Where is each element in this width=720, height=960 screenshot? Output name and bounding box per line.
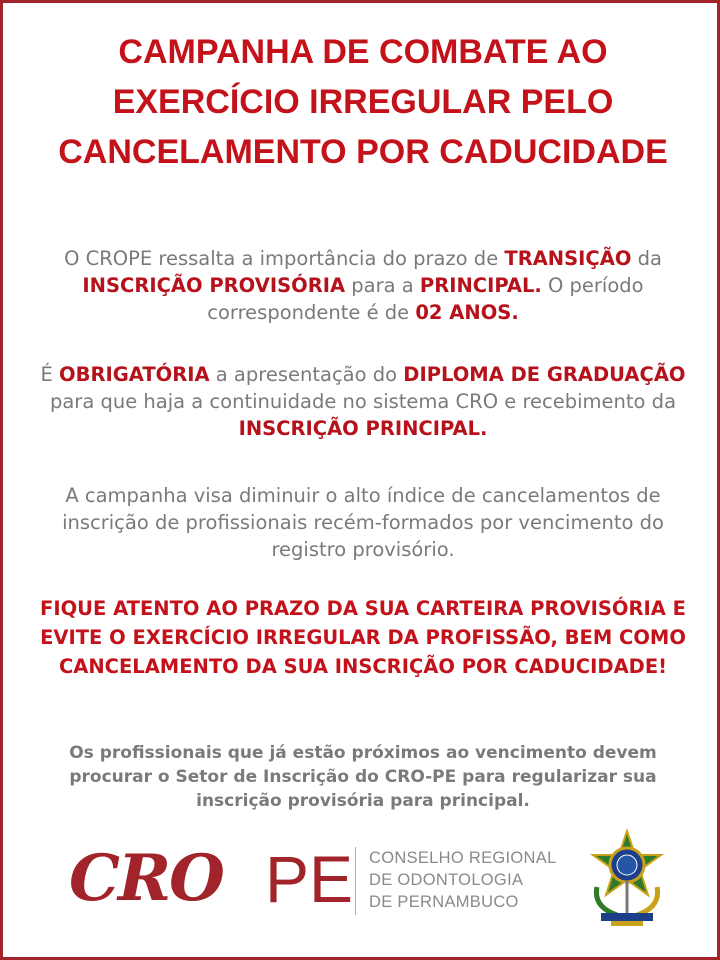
highlight-transicao: TRANSIÇÃO	[504, 247, 632, 270]
highlight-inscricao-principal: INSCRIÇÃO PRINCIPAL.	[238, 417, 488, 440]
council-name	[369, 847, 557, 913]
council-line: DE ODONTOLOGIA	[369, 871, 524, 889]
paragraph-text: É	[40, 363, 60, 386]
council-line: CONSELHO REGIONAL	[369, 849, 557, 867]
paragraph-text: para a	[345, 274, 420, 297]
paragraph-text: para que haja a continuidade no sistema CRO e recebimento da	[49, 390, 677, 413]
paragraph-campaign-goal: A campanha visa diminuir o alto índice de cancelamentos de inscrição de profissionais recém-formados por vencimento do registro provisório.	[62, 484, 664, 561]
cro-logo: CRO	[69, 841, 223, 916]
footer	[3, 813, 720, 953]
council-line: DE PERNAMBUCO	[369, 893, 519, 911]
highlight-principal: PRINCIPAL.	[419, 274, 542, 297]
paragraph-text: O CROPE ressalta a importância do prazo de	[64, 247, 505, 270]
logo-suffix: PE	[265, 842, 354, 916]
divider	[355, 847, 356, 915]
coat-of-arms-icon	[587, 829, 667, 929]
paragraph-diploma	[33, 361, 693, 442]
paragraph-transition	[33, 245, 693, 326]
campaign-title: CAMPANHA DE COMBATE AO EXERCÍCIO IRREGULAR PELO CANCELAMENTO POR CADUCIDADE	[58, 33, 668, 171]
highlight-inscricao-provisoria: INSCRIÇÃO PROVISÓRIA	[82, 274, 346, 297]
highlight-obrigatoria: OBRIGATÓRIA	[59, 363, 210, 386]
highlight-period: 02 ANOS.	[415, 301, 519, 324]
paragraph-text: a apresentação do	[209, 363, 404, 386]
paragraph-instructions: Os profissionais que já estão próximos ao vencimento devem procurar o Setor de Inscrição do CRO-PE para regularizar sua inscrição provisória para principal.	[69, 743, 657, 811]
warning-text: FIQUE ATENTO AO PRAZO DA SUA CARTEIRA PROVISÓRIA E EVITE O EXERCÍCIO IRREGULAR DA PROFISSÃO, BEM COMO CANCELAMENTO DA SUA INSCRIÇÃO POR CADUCIDADE!	[40, 597, 686, 678]
paragraph-text: O período correspondente é de	[207, 274, 644, 324]
paragraph-text: da	[631, 247, 662, 270]
highlight-diploma: DIPLOMA DE GRADUAÇÃO	[403, 363, 686, 386]
